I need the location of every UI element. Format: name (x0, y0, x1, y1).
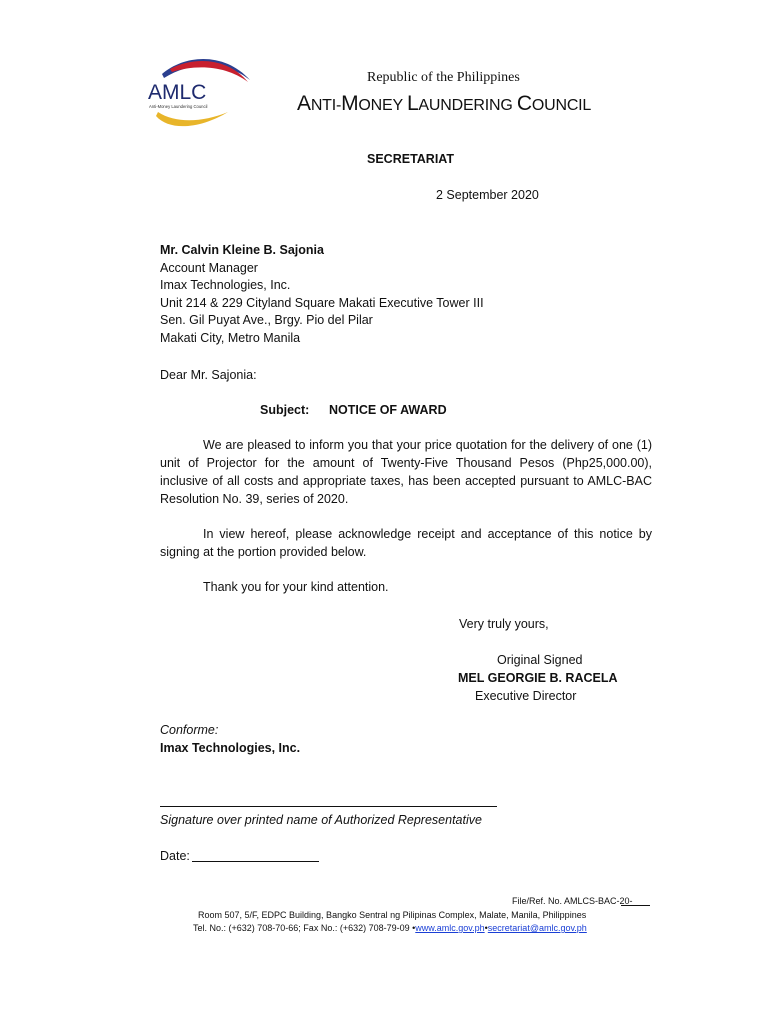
paragraph-award: We are pleased to inform you that your price quotation for the delivery of one (1) unit of Projector for the amount of Twenty-Five Thousand Pesos (Php25,000.00), inclusive of all costs and appropriate taxes, has been accepted pursuant to AMLC-BAC Resolution No. 39, series of 2020. (160, 438, 652, 506)
file-ref-line (621, 905, 650, 906)
amlc-logo (140, 52, 255, 132)
addressee-name: Mr. Calvin Kleine B. Sajonia (160, 243, 324, 257)
signature-caption: Signature over printed name of Authorized Representative (160, 813, 482, 827)
secretariat-heading: SECRETARIAT (367, 152, 455, 166)
addressee-company: Imax Technologies, Inc. (160, 278, 291, 293)
signer-name: MEL GEORGIE B. RACELA (458, 671, 618, 685)
conforme-date-label: Date: (160, 849, 190, 863)
file-ref: File/Ref. No. AMLCS-BAC-20- (512, 896, 633, 906)
conforme-label: Conforme: (160, 723, 219, 737)
subject-label: Subject: (260, 403, 310, 417)
signature-line (160, 806, 497, 807)
valediction: Very truly yours, (459, 617, 549, 631)
addressee-address-1: Unit 214 & 229 Cityland Square Makati Executive Tower III (160, 295, 484, 310)
addressee-position: Account Manager (160, 260, 258, 275)
email-link[interactable]: secretariat@amlc.gov.ph (487, 923, 587, 933)
date-line (192, 861, 319, 862)
original-signed: Original Signed (497, 653, 583, 667)
addressee-block (160, 241, 484, 347)
logo-text: AMLC (148, 81, 207, 104)
paragraph-acknowledge: In view hereof, please acknowledge receipt and acceptance of this notice by signing at the portion provided below. (160, 527, 652, 559)
council-heading: ANTI-MONEY LAUNDERING COUNCIL (297, 92, 592, 115)
republic-heading: Republic of the Philippines (367, 70, 520, 85)
paragraph-thanks: Thank you for your kind attention. (203, 580, 389, 594)
footer-contact (193, 923, 587, 933)
letter-date: 2 September 2020 (436, 188, 539, 202)
signer-title: Executive Director (475, 689, 577, 703)
website-link[interactable]: www.amlc.gov.ph (415, 923, 485, 933)
addressee-address-3: Makati City, Metro Manila (160, 330, 301, 345)
bullet-1: • (412, 923, 416, 933)
logo-subtext: Anti-Money Laundering Council (149, 104, 208, 109)
bullet-2: • (484, 923, 488, 933)
footer-address: Room 507, 5/F, EDPC Building, Bangko Sentral ng Pilipinas Complex, Malate, Manila, Philippines (198, 910, 587, 920)
conforme-company: Imax Technologies, Inc. (160, 741, 301, 755)
subject-value: NOTICE OF AWARD (329, 403, 447, 417)
salutation: Dear Mr. Sajonia: (160, 368, 257, 382)
addressee-address-2: Sen. Gil Puyat Ave., Brgy. Pio del Pilar (160, 313, 373, 328)
footer-tel: Tel. No.: (+632) 708-70-66; Fax No.: (+632) 708-79-09 (193, 923, 413, 933)
